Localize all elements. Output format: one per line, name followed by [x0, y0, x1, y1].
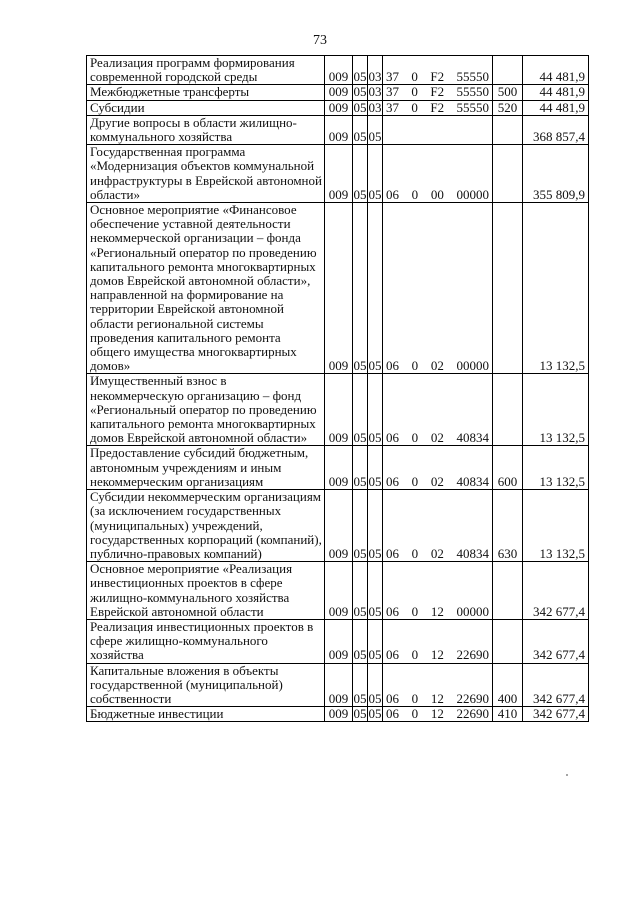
- target-article-part: 06: [386, 358, 399, 374]
- target-article-code: [383, 707, 493, 722]
- target-article-code: [383, 145, 493, 203]
- subsection-code: 05: [368, 374, 383, 446]
- target-article-part: 22690: [456, 690, 489, 706]
- target-article-code: [383, 203, 493, 374]
- subsection-code: 03: [368, 84, 382, 100]
- target-article-code: [383, 562, 493, 620]
- target-article-part: 0: [411, 690, 419, 706]
- target-article-code: [383, 115, 493, 144]
- row-amount: 13 132,5: [523, 203, 589, 374]
- table-row: [87, 374, 589, 446]
- row-amount: 355 809,9: [523, 145, 589, 203]
- subsection-code: 05: [368, 446, 383, 490]
- table-row: [87, 490, 589, 562]
- target-article-parts: [383, 707, 492, 721]
- target-article-part: F2: [430, 99, 445, 115]
- target-article-parts: [383, 692, 492, 706]
- target-article-part: 55550: [456, 99, 489, 115]
- target-article-code: [383, 374, 493, 446]
- table-row: [87, 203, 589, 374]
- row-name: Субсидии: [87, 100, 325, 115]
- target-article-part: 40834: [456, 473, 489, 489]
- section-code: 05: [353, 619, 368, 663]
- subsection-code: 05: [368, 706, 382, 722]
- page-number: 73: [313, 33, 327, 48]
- table-row: [87, 663, 589, 707]
- target-article-part: 06: [386, 603, 399, 619]
- target-article-part: 0: [411, 473, 419, 489]
- target-article-part: 37: [386, 69, 399, 85]
- target-article-parts: [383, 475, 492, 489]
- target-article-part: F2: [430, 84, 445, 100]
- target-article-part: 06: [386, 690, 399, 706]
- row-name: Предоставление субсидий бюджетным, автономным учреждениям и иным некоммерческим организациям: [87, 446, 325, 490]
- target-article-part: 00000: [456, 603, 489, 619]
- subsection-code: 03: [368, 99, 382, 115]
- expense-type-code: [493, 203, 523, 374]
- row-name: Капитальные вложения в объекты государственной (муниципальной) собственности: [87, 663, 325, 707]
- target-article-part: 0: [411, 603, 419, 619]
- target-article-parts: [383, 85, 492, 99]
- subsection-code: 05: [368, 145, 383, 203]
- section-code: 05: [353, 84, 367, 100]
- row-name: Реализация программ формирования современной городской среды: [87, 56, 325, 85]
- section-code: 05: [353, 562, 368, 620]
- target-article-part: 40834: [456, 545, 489, 561]
- table-row: [87, 100, 589, 115]
- target-article-parts: [383, 70, 492, 84]
- subsection-code: 05: [368, 663, 383, 707]
- admin-code: 009: [325, 446, 353, 490]
- row-name: Другие вопросы в области жилищно-коммунального хозяйства: [87, 115, 325, 144]
- row-name: Основное мероприятие «Финансовое обеспечение уставной деятельности некоммерческой организации – фонда «Региональный оператор по проведению капитального ремонта многоквартирных домов Еврейской автономной области», направленной на формирование на территории Еврейской автономной области региональной системы проведения капитального ремонта общего имущества многоквартирных домов»: [87, 203, 325, 374]
- row-name: Имущественный взнос в некоммерческую организацию – фонд «Региональный оператор по проведению капитального ремонта многоквартирных домов Еврейской автономной области»: [87, 374, 325, 446]
- row-amount: 44 481,9: [523, 56, 589, 85]
- section-code: 05: [353, 99, 367, 115]
- target-article-part: 0: [411, 430, 419, 446]
- admin-code: 009: [325, 562, 353, 620]
- table-row: [87, 619, 589, 663]
- expense-type-code: 400: [493, 663, 523, 707]
- target-article-part: F2: [430, 69, 445, 85]
- target-article-code: [383, 56, 493, 85]
- admin-code: 009: [325, 203, 353, 374]
- section-code: 05: [353, 446, 368, 490]
- admin-code: 009: [325, 707, 353, 722]
- expense-type-code: [493, 562, 523, 620]
- subsection-code: 03: [368, 56, 383, 85]
- section-code: 05: [353, 56, 368, 85]
- table-row: [87, 85, 589, 100]
- expense-type-code: 410: [493, 707, 523, 722]
- admin-code: 009: [325, 374, 353, 446]
- target-article-part: 06: [386, 473, 399, 489]
- subsection-code: 05: [368, 203, 383, 374]
- target-article-code: [383, 100, 493, 115]
- expense-type-code: 630: [493, 490, 523, 562]
- target-article-part: 00000: [456, 186, 489, 202]
- row-amount: 44 481,9: [523, 85, 589, 100]
- target-article-part: 06: [386, 545, 399, 561]
- target-article-part: 0: [411, 99, 418, 115]
- admin-code: 009: [325, 56, 353, 85]
- row-amount: 368 857,4: [523, 115, 589, 144]
- target-article-parts: [383, 648, 492, 662]
- target-article-part: 06: [386, 706, 399, 722]
- row-name: Субсидии некоммерческим организациям (за исключением государственных (муниципальных) учреждений, государственных корпораций (компаний), публично-правовых компаний): [87, 490, 325, 562]
- section-code: 05: [353, 203, 368, 374]
- section-code: 05: [353, 374, 368, 446]
- expense-type-code: [493, 145, 523, 203]
- section-code: 05: [353, 490, 368, 562]
- target-article-part: 0: [411, 706, 419, 722]
- target-article-part: 02: [430, 545, 444, 561]
- row-name: Основное мероприятие «Реализация инвестиционных проектов в сфере жилищно-коммунального хозяйства Еврейской автономной области: [87, 562, 325, 620]
- section-code: 05: [353, 145, 368, 203]
- target-article-part: 00000: [456, 358, 489, 374]
- table-row: [87, 56, 589, 85]
- target-article-part: 00: [430, 186, 444, 202]
- target-article-parts: [383, 431, 492, 445]
- row-name: Межбюджетные трансферты: [87, 85, 325, 100]
- section-code: 05: [353, 663, 368, 707]
- target-article-code: [383, 446, 493, 490]
- target-article-part: 55550: [456, 69, 489, 85]
- subsection-code: 05: [368, 115, 383, 144]
- budget-table: [86, 55, 589, 722]
- row-name: Бюджетные инвестиции: [87, 707, 325, 722]
- row-amount: 342 677,4: [523, 619, 589, 663]
- target-article-part: 22690: [456, 647, 489, 663]
- table-row: [87, 707, 589, 722]
- scan-speck: [566, 774, 568, 776]
- subsection-code: 05: [368, 562, 383, 620]
- target-article-code: [383, 85, 493, 100]
- row-amount: 342 677,4: [523, 707, 589, 722]
- target-article-part: 02: [430, 473, 444, 489]
- subsection-code: 05: [368, 619, 383, 663]
- target-article-parts: [383, 359, 492, 373]
- section-code: 05: [353, 706, 367, 722]
- table-row: [87, 145, 589, 203]
- row-amount: 44 481,9: [523, 100, 589, 115]
- target-article-part: 0: [411, 647, 419, 663]
- target-article-part: 06: [386, 430, 399, 446]
- target-article-part: 37: [386, 99, 399, 115]
- admin-code: 009: [325, 115, 353, 144]
- target-article-part: 40834: [456, 430, 489, 446]
- target-article-part: 0: [411, 84, 418, 100]
- expense-type-code: [493, 374, 523, 446]
- admin-code: 009: [325, 100, 353, 115]
- admin-code: 009: [325, 663, 353, 707]
- subsection-code: 05: [368, 490, 383, 562]
- expense-type-code: 500: [493, 85, 523, 100]
- target-article-parts: [383, 101, 492, 115]
- row-amount: 342 677,4: [523, 562, 589, 620]
- row-amount: 13 132,5: [523, 490, 589, 562]
- target-article-part: 06: [386, 186, 399, 202]
- row-amount: 13 132,5: [523, 446, 589, 490]
- table-row: [87, 446, 589, 490]
- row-amount: 342 677,4: [523, 663, 589, 707]
- expense-type-code: [493, 115, 523, 144]
- target-article-part: 02: [430, 358, 444, 374]
- target-article-part: 06: [386, 647, 399, 663]
- target-article-part: 37: [386, 84, 399, 100]
- table-row: [87, 562, 589, 620]
- target-article-code: [383, 663, 493, 707]
- expense-type-code: [493, 56, 523, 85]
- section-code: 05: [353, 115, 368, 144]
- target-article-part: 0: [411, 545, 419, 561]
- row-name: Реализация инвестиционных проектов в сфере жилищно-коммунального хозяйства: [87, 619, 325, 663]
- target-article-code: [383, 490, 493, 562]
- target-article-part: 0: [411, 69, 418, 85]
- admin-code: 009: [325, 85, 353, 100]
- target-article-parts: [383, 547, 492, 561]
- target-article-part: 22690: [456, 706, 489, 722]
- expense-type-code: [493, 619, 523, 663]
- target-article-parts: [383, 188, 492, 202]
- target-article-part: 55550: [456, 84, 489, 100]
- target-article-part: 12: [430, 647, 444, 663]
- admin-code: 009: [325, 145, 353, 203]
- target-article-part: 12: [430, 603, 444, 619]
- target-article-part: 12: [430, 706, 444, 722]
- expense-type-code: 600: [493, 446, 523, 490]
- target-article-part: 0: [411, 358, 419, 374]
- target-article-part: 12: [430, 690, 444, 706]
- target-article-part: 02: [430, 430, 444, 446]
- target-article-code: [383, 619, 493, 663]
- table-row: [87, 115, 589, 144]
- admin-code: 009: [325, 619, 353, 663]
- admin-code: 009: [325, 490, 353, 562]
- target-article-part: 0: [411, 186, 419, 202]
- expense-type-code: 520: [493, 100, 523, 115]
- row-amount: 13 132,5: [523, 374, 589, 446]
- row-name: Государственная программа «Модернизация объектов коммунальной инфраструктуры в Еврейской автономной области»: [87, 145, 325, 203]
- target-article-parts: [383, 605, 492, 619]
